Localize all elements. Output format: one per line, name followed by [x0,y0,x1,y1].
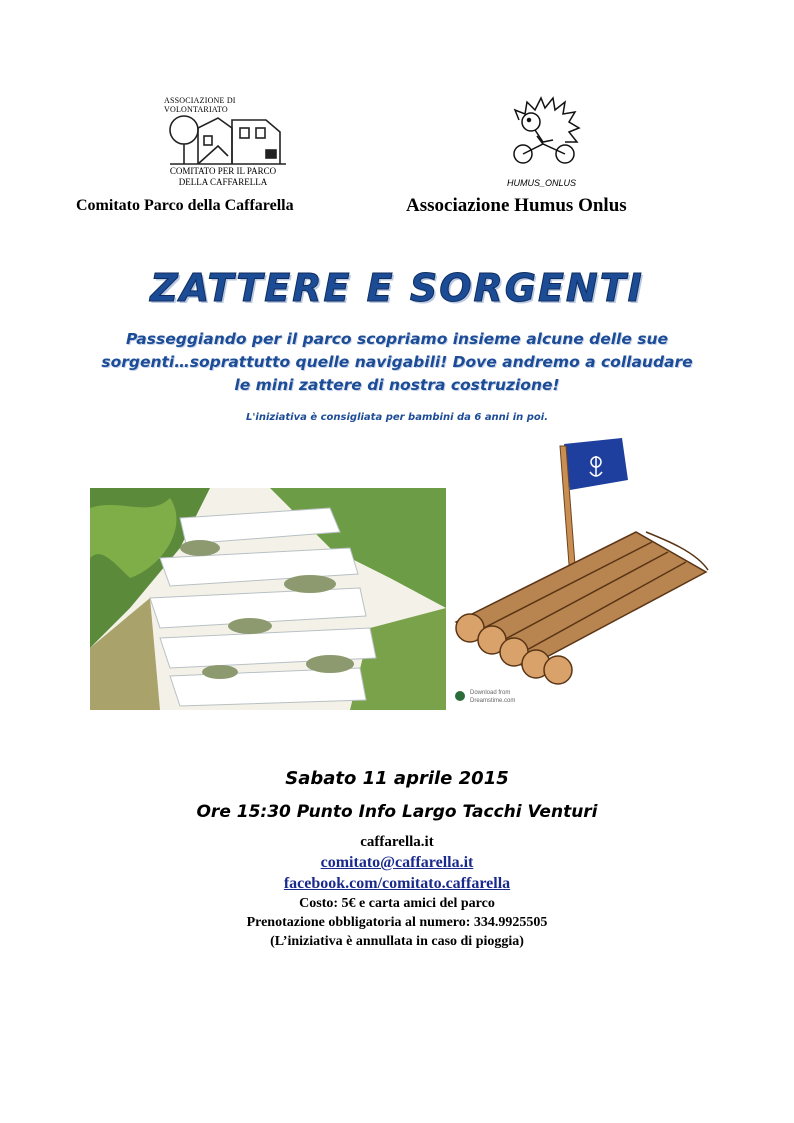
farmhouse-logo-icon [162,106,292,168]
raft-illustration [446,432,712,712]
committee-name [168,166,278,188]
event-time-place: Ore 15:30 Punto Info Largo Tacchi Venturi [196,802,598,822]
watermark-line-2: Dreamstime.com [470,698,516,704]
humus-logo [500,92,590,192]
description-line-1: Passeggiando per il parco scopriamo insieme alcune delle sue [125,330,669,348]
email-link[interactable]: comitato@caffarella.it [320,854,474,871]
committee-line-2: DELLA CAFFARELLA [178,177,268,187]
website-text: caffarella.it [360,834,434,850]
association-label: ASSOCIAZIONE DI VOLONTARIATO [164,96,236,114]
watermark-line-1: Download from [470,690,511,696]
hedgehog-cyclist-icon [505,92,585,172]
waterfall-illustration [90,488,446,710]
humus-label: HUMUS_ONLUS [507,178,577,188]
left-organization-name: Comitato Parco della Caffarella [76,197,294,214]
booking-text: Prenotazione obbligatoria al numero: 334.9925505 [246,915,548,930]
facebook-link[interactable]: facebook.com/comitato.caffarella [283,875,511,892]
cost-text: Costo: 5€ e carta amici del parco [299,896,495,911]
event-title: ZATTERE E SORGENTI [150,266,644,310]
event-description [60,328,734,397]
rain-note: (L’iniziativa è annullata in caso di pioggia) [270,934,524,949]
event-date: Sabato 11 aprile 2015 [285,768,509,789]
age-note: L'iniziativa è consigliata per bambini da 6 anni in poi. [246,412,548,423]
right-organization-name: Associazione Humus Onlus [406,195,627,216]
description-line-2: sorgenti…soprattutto quelle navigabili! Dove andremo a collaudare [101,353,693,371]
flag-icon [564,438,628,490]
contact-info [0,832,794,951]
description-line-3: le mini zattere di nostra costruzione! [234,376,560,394]
caffarella-committee-logo [150,96,300,196]
committee-line-1: COMITATO PER IL PARCO [169,166,277,176]
